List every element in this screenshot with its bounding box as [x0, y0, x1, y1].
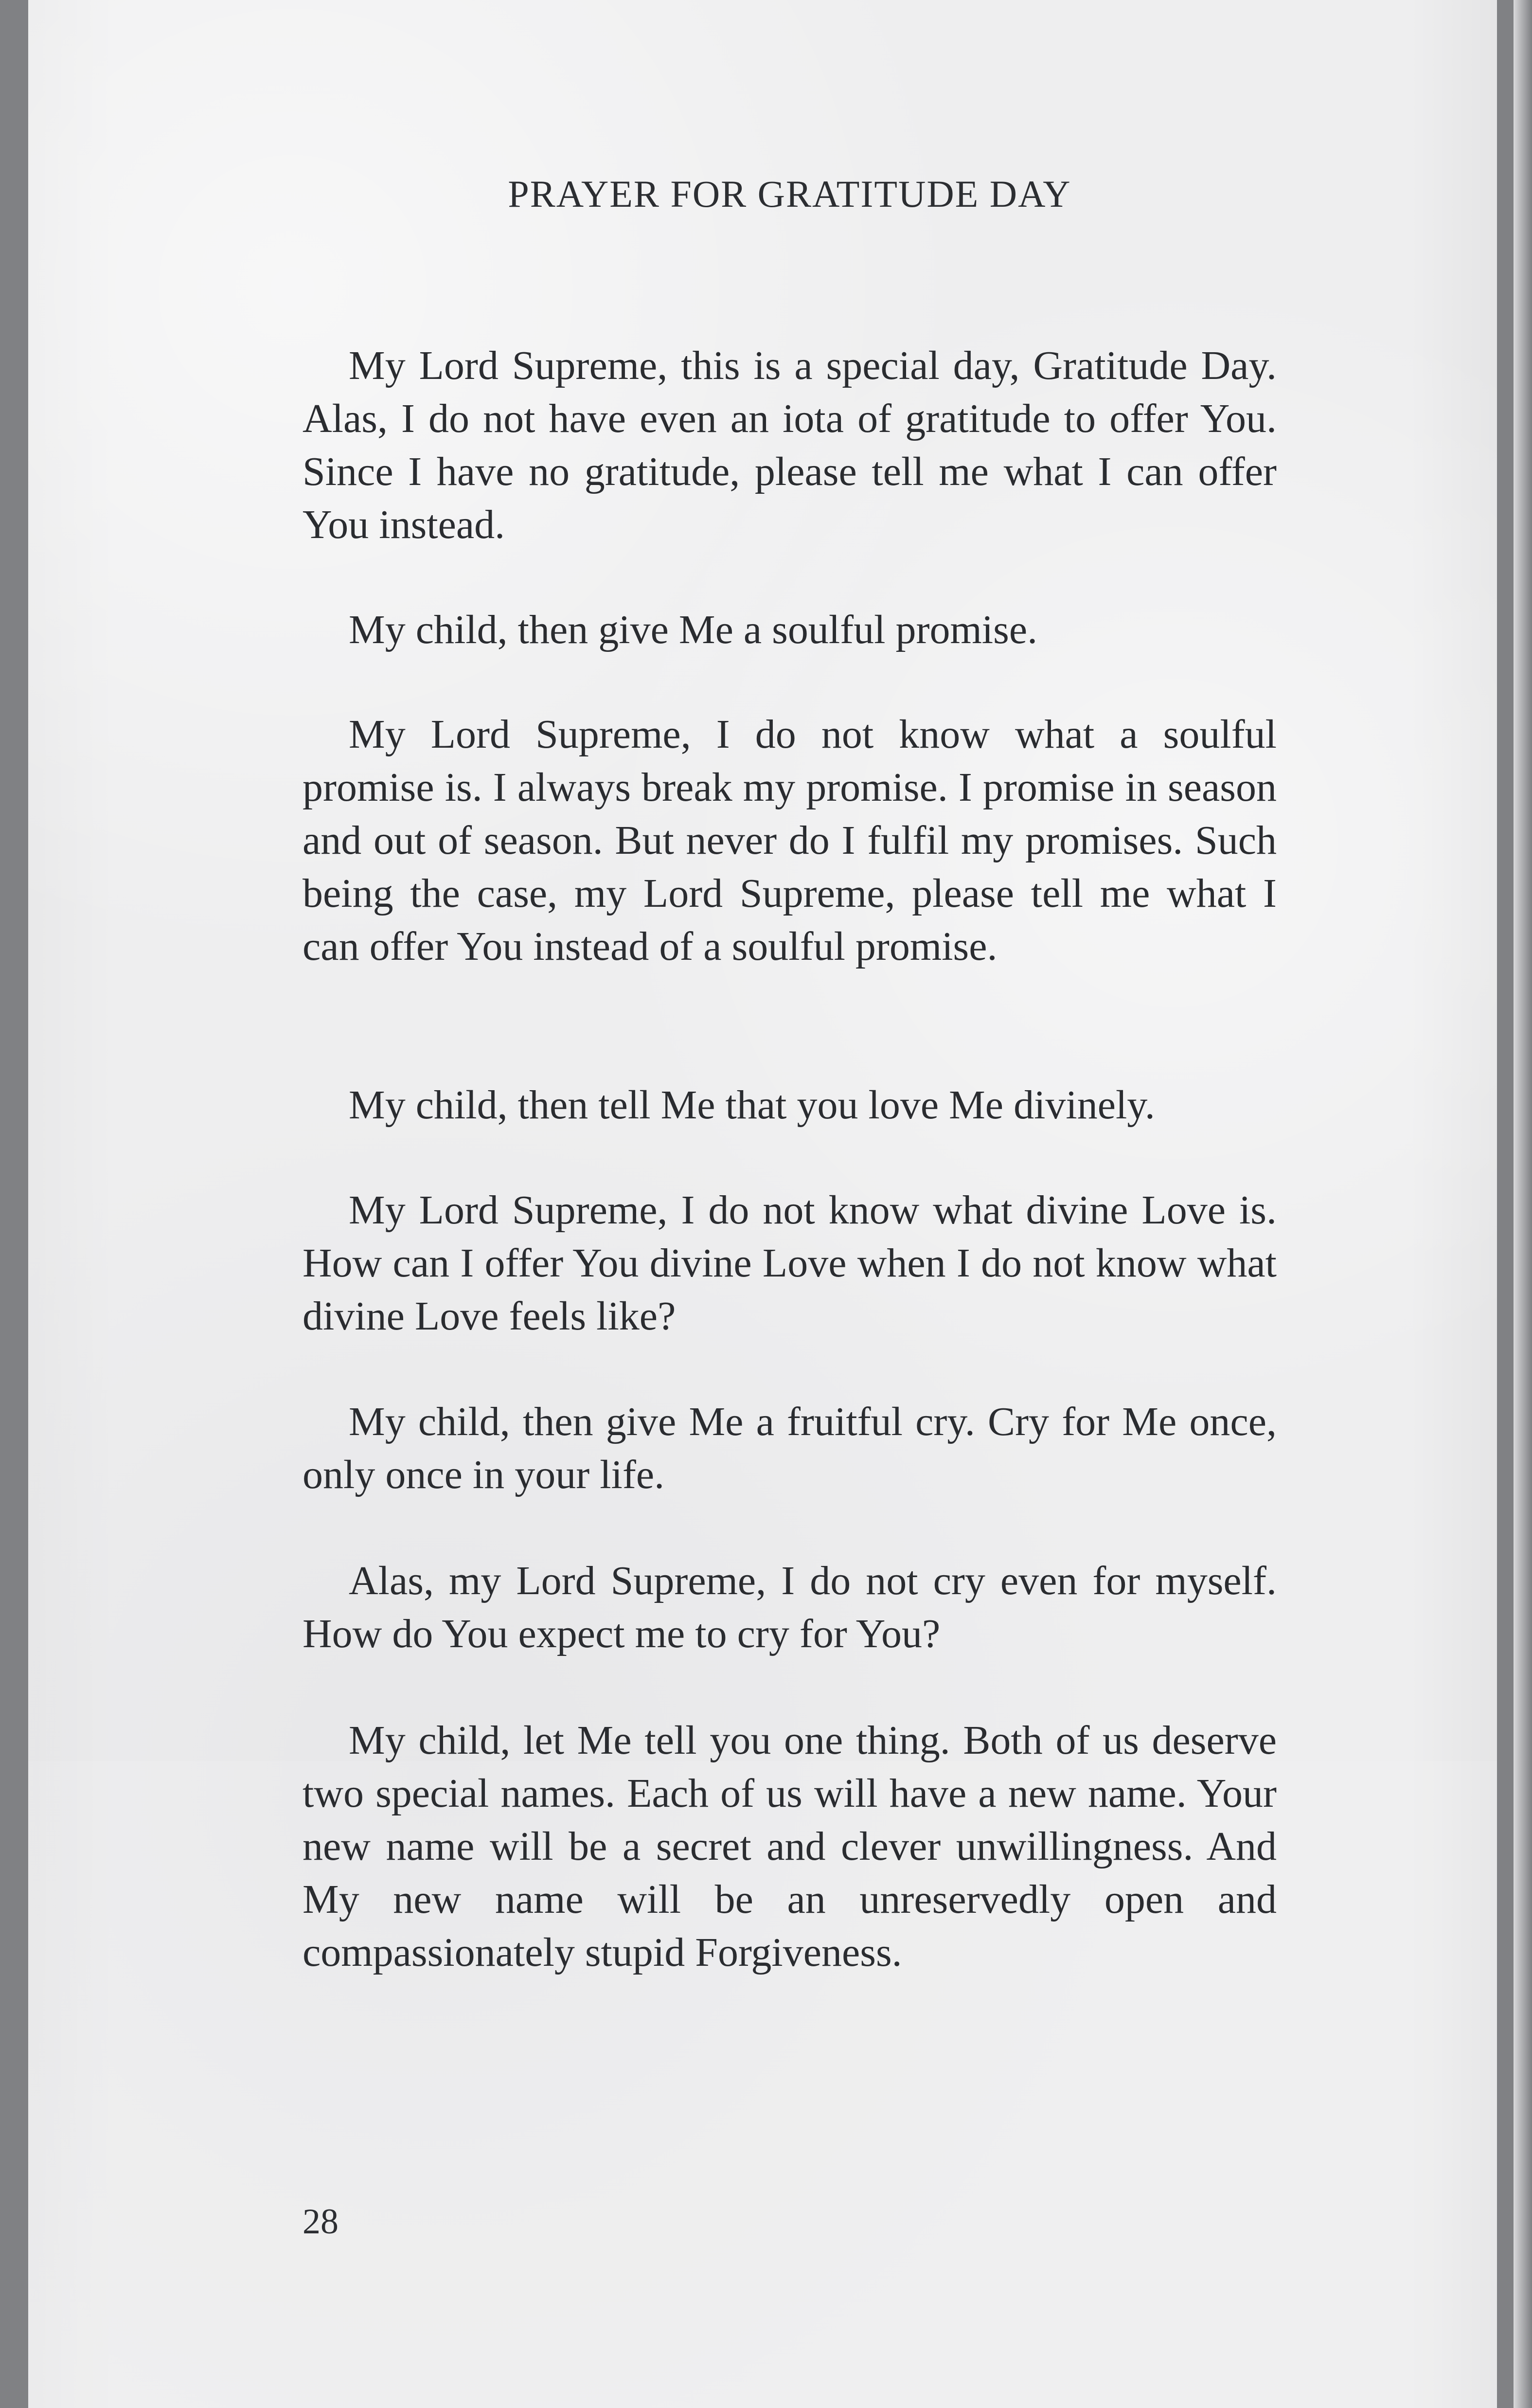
- paragraph-5: My Lord Supreme, I do not know what divine Love is. How can I offer You divine Love when I do not know what divine Love feels like?: [303, 1187, 1277, 1339]
- paragraph-3: My Lord Supreme, I do not know what a soulful promise is. I always break my promise. I promise in season and out of season. But never do I fulfil my promises. Such being the case, my Lord Supreme, please tell me what I can offer You instead of a soulful promise.: [303, 712, 1277, 969]
- paragraph-7: Alas, my Lord Supreme, I do not cry even for myself. How do You expect me to cry for You?: [303, 1558, 1277, 1656]
- paragraph-2: My child, then give Me a soulful promise.: [349, 607, 1038, 652]
- paragraph-6: My child, then give Me a fruitful cry. Cry for Me once, only once in your life.: [303, 1399, 1277, 1497]
- paragraph-1: My Lord Supreme, this is a special day, Gratitude Day. Alas, I do not have even an iota of gratitude to offer You. Since I have no gratitude, please tell me what I can offer You instead.: [303, 343, 1277, 547]
- paragraph-8: My child, let Me tell you one thing. Both of us deserve two special names. Each of us will have a new name. Your new name will be a secret and clever unwillingness. And My new name will be an unreservedly open and compassionately stupid Forgiveness.: [303, 1718, 1277, 1975]
- page-edge-shadow: [1514, 0, 1532, 2408]
- page-title: PRAYER FOR GRATITUDE DAY: [508, 173, 1071, 215]
- paragraph-4: My child, then tell Me that you love Me divinely.: [349, 1082, 1155, 1128]
- page-number: 28: [303, 2202, 338, 2242]
